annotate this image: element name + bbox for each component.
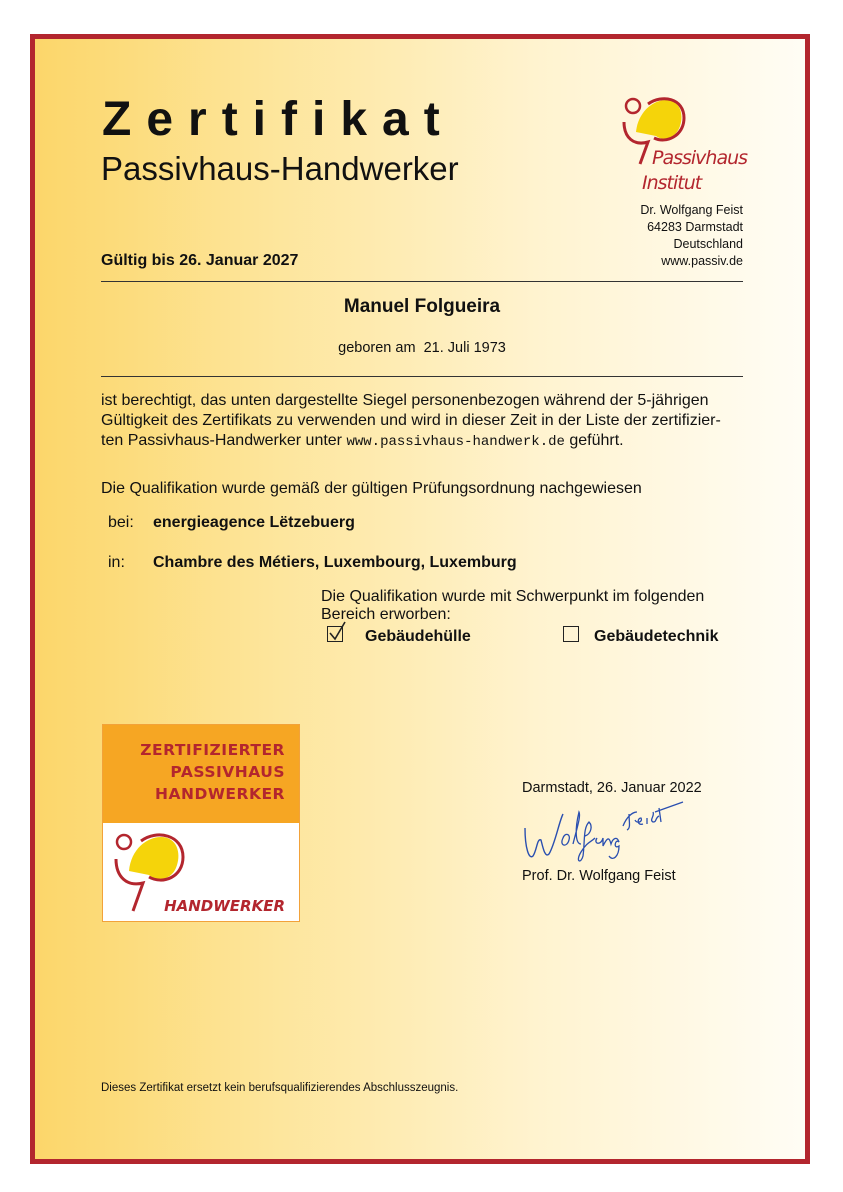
issuer-address-line: Deutschland [673, 237, 743, 251]
born-date: 21. Juli 1973 [423, 340, 506, 356]
statement-line: ist berechtigt, das unten dargestellte Siegel personenbezogen während der 5-jährigen [101, 392, 709, 409]
signer-name: Prof. Dr. Wolfgang Feist [522, 868, 676, 884]
seal-line: HANDWERKER [155, 785, 285, 803]
focus-statement: Die Qualifikation wurde mit Schwerpunkt im folgenden Bereich erworben: [321, 588, 705, 623]
exam-location: Chambre des Métiers, Luxembourg, Luxemburg [153, 554, 517, 571]
certified-tradesperson-seal [103, 725, 299, 921]
divider [101, 376, 743, 377]
logo-text-passivhaus: Passivhaus [652, 147, 748, 169]
checkmark-icon [327, 620, 347, 642]
in-label: in: [108, 554, 125, 571]
holder-birthdate [101, 340, 743, 356]
valid-until: Gültig bis 26. Januar 2027 [101, 252, 299, 269]
seal-line: PASSIVHAUS [170, 763, 285, 781]
seal-line: ZERTIFIZIERTER [140, 741, 285, 759]
divider [101, 281, 743, 282]
certificate-subtitle: Passivhaus-Handwerker [101, 150, 459, 187]
certificate-statement [101, 391, 751, 452]
born-prefix: geboren am [338, 340, 416, 356]
seal-bottom-text: HANDWERKER [164, 897, 285, 915]
statement-line: Gültigkeit des Zertifikats zu verwenden und wird in dieser Zeit in der Liste der zertifizier- [101, 412, 721, 429]
holder-name: Manuel Folgueira [343, 296, 501, 317]
checkbox-building-services [563, 626, 579, 642]
issuer-address-line: 64283 Darmstadt [647, 220, 743, 234]
training-provider: energieagence Lëtzebuerg [153, 514, 355, 531]
statement-line: ten Passivhaus-Handwerker unter www.passivhaus-handwerk.de geführt. [101, 432, 624, 450]
qualification-intro: Die Qualifikation wurde gemäß der gültigen Prüfungsordnung nachgewiesen [101, 480, 642, 497]
issuer-website: www.passiv.de [661, 254, 743, 268]
registry-url: www.passivhaus-handwerk.de [346, 434, 565, 450]
issuer-address-line: Dr. Wolfgang Feist [640, 203, 743, 217]
option-building-services: Gebäudetechnik [594, 628, 719, 645]
handwritten-signature-icon [519, 798, 689, 868]
footer-note: Dieses Zertifikat ersetzt kein berufsqualifizierendes Abschlusszeugnis. [101, 1082, 459, 1094]
at-label: bei: [108, 514, 134, 531]
certificate-title: Zertifikat [102, 93, 455, 146]
place-and-date: Darmstadt, 26. Januar 2022 [522, 780, 702, 796]
option-building-envelope: Gebäudehülle [365, 628, 471, 645]
logo-text-institut: Institut [642, 172, 702, 194]
